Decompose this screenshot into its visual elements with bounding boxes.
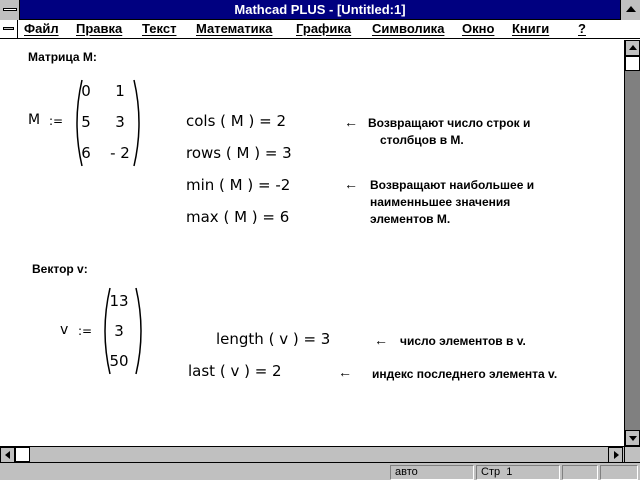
max-expression[interactable]: max ( M ) = 6: [186, 208, 290, 226]
vector-variable: v: [60, 322, 69, 338]
worksheet[interactable]: [0, 40, 624, 446]
menu-edit[interactable]: Правка: [76, 21, 123, 36]
document-system-menu-button[interactable]: [0, 20, 18, 38]
horizontal-scroll-thumb[interactable]: [15, 447, 30, 462]
matrix-variable: M: [28, 112, 41, 128]
vector-right-bracket: [134, 286, 148, 376]
arrow-down-icon: [629, 436, 637, 441]
vector-cell: 13: [109, 292, 129, 310]
status-panel-empty-1: [562, 465, 598, 480]
page-label: Стр: [481, 466, 501, 478]
note-length: число элементов в v.: [400, 334, 526, 348]
vector-cell: 3: [114, 322, 124, 340]
menu-math[interactable]: Математика: [196, 21, 273, 36]
maximize-icon: [626, 6, 636, 12]
matrix-cell: 6: [81, 144, 91, 162]
maximize-button[interactable]: [620, 0, 640, 20]
menu-graphics[interactable]: Графика: [296, 21, 352, 36]
system-menu-icon: [3, 8, 17, 11]
matrix-heading: Матрица M:: [28, 50, 97, 64]
scrollbar-corner: [624, 446, 640, 462]
vertical-scroll-thumb[interactable]: [625, 56, 640, 71]
matrix-cell: - 2: [110, 144, 130, 162]
arrow-icon: ←: [344, 176, 358, 192]
cols-expression[interactable]: cols ( M ) = 2: [186, 112, 287, 130]
status-panel-empty-2: [600, 465, 638, 480]
rows-expression[interactable]: rows ( M ) = 3: [186, 144, 292, 162]
note-cols-rows-line1: Возвращают число строк и: [368, 116, 531, 130]
matrix-right-bracket: [132, 78, 146, 168]
title-bar: [0, 0, 640, 20]
scroll-right-button[interactable]: [608, 447, 623, 463]
horizontal-scrollbar[interactable]: [0, 446, 624, 462]
arrow-left-icon: [5, 451, 10, 459]
arrow-right-icon: [614, 451, 619, 459]
calc-mode-panel: авто: [390, 465, 474, 480]
page-number: 1: [506, 466, 513, 478]
vector-heading: Вектор v:: [32, 262, 88, 276]
arrow-up-icon: [629, 45, 637, 50]
menu-text[interactable]: Текст: [142, 21, 177, 36]
note-min-max-line2: наименньшее значения: [370, 195, 511, 209]
last-expression[interactable]: last ( v ) = 2: [188, 362, 282, 380]
vector-assign-operator: :=: [78, 324, 93, 338]
menu-books[interactable]: Книги: [512, 21, 550, 36]
scroll-up-button[interactable]: [625, 40, 640, 56]
note-cols-rows-line2: столбцов в M.: [380, 133, 464, 147]
menu-file[interactable]: Файл: [24, 21, 59, 36]
scroll-down-button[interactable]: [625, 430, 640, 446]
matrix-cell: 1: [115, 82, 125, 100]
menu-help[interactable]: ?: [578, 21, 586, 36]
vertical-scrollbar[interactable]: [624, 40, 640, 446]
length-expression[interactable]: length ( v ) = 3: [216, 330, 331, 348]
note-min-max-line3: элементов M.: [370, 212, 451, 226]
matrix-cell: 3: [115, 113, 125, 131]
arrow-icon: ←: [374, 332, 388, 348]
system-menu-button[interactable]: [0, 0, 20, 20]
document-menu-icon: [3, 27, 14, 30]
menu-symbolics[interactable]: Символика: [372, 21, 445, 36]
window-title: Mathcad PLUS - [Untitled:1]: [234, 2, 406, 17]
note-min-max-line1: Возвращают наибольшее и: [370, 178, 535, 192]
matrix-cell: 0: [81, 82, 91, 100]
min-expression[interactable]: min ( M ) = -2: [186, 176, 291, 194]
menu-window[interactable]: Окно: [462, 21, 495, 36]
status-bar: [0, 462, 640, 480]
arrow-icon: ←: [344, 114, 358, 130]
arrow-icon: ←: [338, 364, 352, 380]
vector-cell: 50: [109, 352, 129, 370]
page-panel: [476, 465, 560, 480]
scroll-left-button[interactable]: [0, 447, 15, 463]
note-last: индекс последнего элемента v.: [372, 367, 558, 381]
matrix-assign-operator: :=: [49, 114, 64, 128]
matrix-cell: 5: [81, 113, 91, 131]
menu-bar: [0, 20, 640, 39]
